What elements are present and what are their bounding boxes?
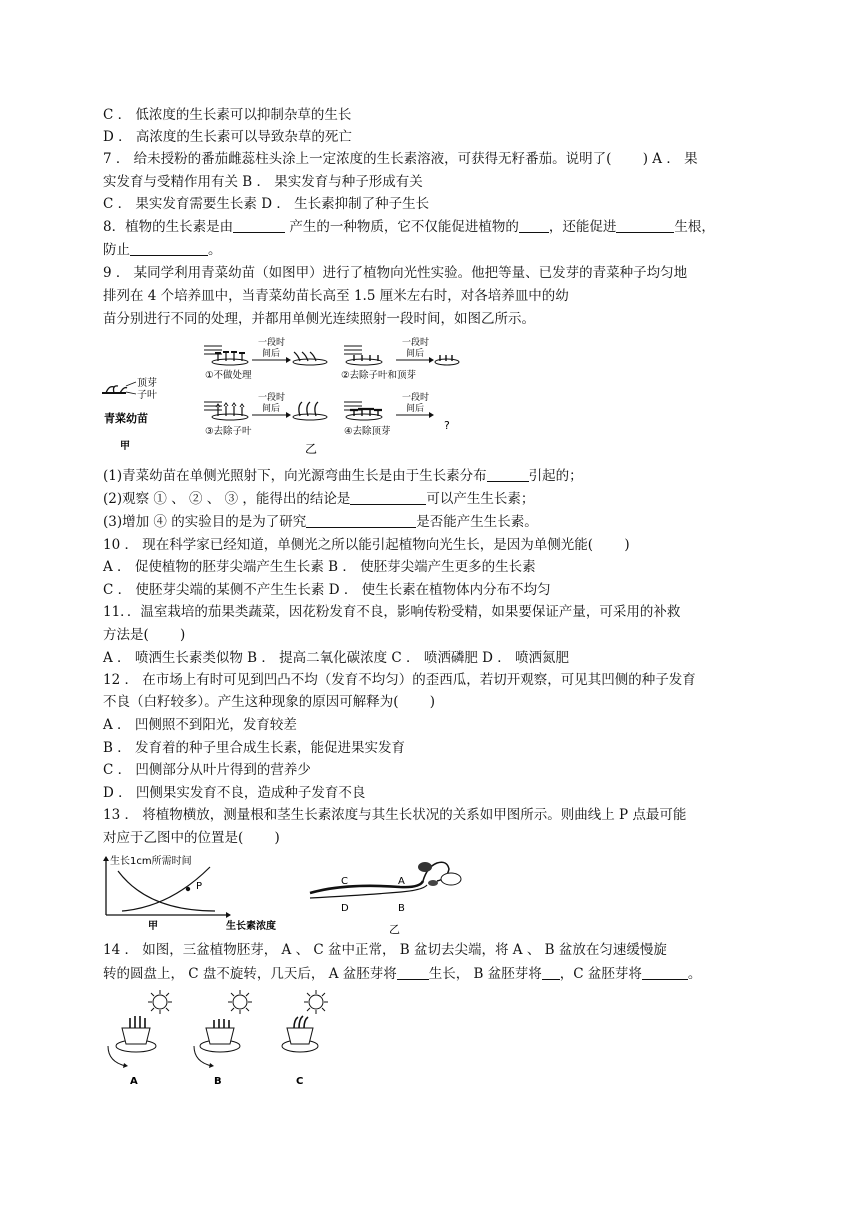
question-12-option-a: A ． 凹侧照不到阳光，发育较差 xyxy=(103,717,297,733)
treatment-2: ②去除子叶和顶芽 xyxy=(341,370,417,381)
pot-c-label: C xyxy=(296,1076,304,1087)
question-10-cd: C ． 使胚芽尖端的某侧不产生生长素 D ． 使生长素在植物体内分布不均匀 xyxy=(103,582,551,598)
question-7-line1: 7 ． 给未授粉的番茄雌蕊柱头涂上一定浓度的生长素溶液，可获得无籽番茄。说明了( ) A ． 果 xyxy=(103,151,698,167)
option-c-q6: C ． 低浓度的生长素可以抑制杂草的生长 xyxy=(103,107,352,123)
graph-xlabel: 生长素浓度 xyxy=(226,921,276,932)
q9-figure xyxy=(100,336,460,458)
question-12-option-d: D ． 凹侧果实发育不良，造成种子发育不良 xyxy=(103,785,366,801)
question-7-line3: C ． 果实发育需要生长素 D ． 生长素抑制了种子生长 xyxy=(103,196,430,212)
pot-c xyxy=(282,990,328,1087)
question-9-line3: 苗分别进行不同的处理，并都用单侧光连续照射一段时间，如图乙所示。 xyxy=(103,311,535,327)
q8-blank-2[interactable] xyxy=(519,218,549,233)
q14-blank-b[interactable] xyxy=(542,965,560,980)
question-8-line1 xyxy=(103,217,759,237)
point-p xyxy=(186,887,190,891)
question-11-line1: 11．．温室栽培的茄果类蔬菜，因花粉发育不良，影响传粉受精，如果要保证产量，可采用的补救 xyxy=(103,604,681,620)
label-c: C xyxy=(341,876,348,887)
treatment-1: ①不做处理 xyxy=(205,370,252,381)
q13-graph-jia xyxy=(100,853,300,935)
label-seedling: 青菜幼苗 xyxy=(104,412,148,425)
q9-sub3-text-b: 是否能产生生长素。 xyxy=(416,514,538,530)
q8-blank-3[interactable] xyxy=(616,218,674,233)
q9-sub3-blank[interactable] xyxy=(306,513,416,528)
q14-figure xyxy=(100,988,340,1088)
q14-text-b: 生长， B 盆胚芽将 xyxy=(428,966,542,982)
q8-text-d: 生根， xyxy=(674,219,715,235)
q9-sub3-text-a: (3)增加 ④ 的实验目的是为了研究 xyxy=(103,514,307,530)
panel-1 xyxy=(204,336,327,381)
pot-b xyxy=(194,990,252,1087)
seedling-diagram xyxy=(102,376,157,452)
label-cotyledon: 子叶 xyxy=(137,390,157,401)
label-p: P xyxy=(196,881,203,892)
q8-text-c: ，还能促进 xyxy=(548,219,617,235)
q8-blank-4[interactable] xyxy=(130,241,208,256)
after-text-2b: 间后 xyxy=(406,349,425,359)
q14-text-a: 转的圆盘上， C 盘不旋转，几天后， A 盆胚芽将 xyxy=(103,966,397,982)
q8-text-f: 。 xyxy=(208,242,222,258)
label-jia: 甲 xyxy=(120,441,130,452)
q8-text-e: 防止 xyxy=(103,242,130,258)
q9-sub2-blank[interactable] xyxy=(350,490,426,505)
option-d-q6: D ． 高浓度的生长素可以导致杂草的死亡 xyxy=(103,129,352,145)
q9-sub2-text-b: 可以产生生长素； xyxy=(426,491,535,507)
after-text-3a: 一段时 xyxy=(258,393,286,403)
question-9-line1: 9 ． 某同学利用青菜幼苗（如图甲）进行了植物向光性实验。他把等量、已发芽的青菜种子均匀地 xyxy=(103,265,688,281)
q14-blank-a[interactable] xyxy=(397,965,429,980)
q9-sub1-text-a: (1)青菜幼苗在单侧光照射下，向光源弯曲生长是由于生长素分布 xyxy=(103,468,487,484)
question-13-line1: 13 ． 将植物横放，测量根和茎生长素浓度与其生长状况的关系如甲图所示。则曲线上 P 点最可能 xyxy=(103,807,687,823)
q8-text-b: 产生的一种物质，它不仅能促进植物的 xyxy=(285,219,519,235)
after-text-4b: 间后 xyxy=(406,404,425,414)
q9-sub3 xyxy=(103,512,759,532)
plant-yi-label: 乙 xyxy=(389,923,400,935)
sun-icon xyxy=(304,990,328,1014)
after-text-2a: 一段时 xyxy=(402,338,430,348)
question-12-line2: 不良（白籽较多）。产生这种现象的原因可解释为( ) xyxy=(103,694,436,710)
question-13-line2: 对应于乙图中的位置是( ) xyxy=(103,830,280,846)
after-text-3b: 间后 xyxy=(262,404,281,414)
q9-sub1 xyxy=(103,466,759,486)
question-12-line1: 12 ． 在市场上有时可见到凹凸不均（发育不均匀）的歪西瓜，若切开观察，可见其凹侧的种子发育 xyxy=(103,672,696,688)
label-d: D xyxy=(341,903,349,914)
q9-sub2-text-a: (2)观察 ① 、 ② 、 ③ ，能得出的结论是 xyxy=(103,491,351,507)
pot-a xyxy=(108,990,172,1087)
sun-icon xyxy=(228,990,252,1014)
label-a: A xyxy=(398,876,405,887)
question-14-line2 xyxy=(103,964,759,984)
panel-3 xyxy=(204,391,327,437)
q9-sub1-blank[interactable] xyxy=(487,467,529,482)
question-11-options: A ． 喷洒生长素类似物 B ． 提高二氧化碳浓度 C ． 喷洒磷肥 D ． 喷洒氮肥 xyxy=(103,650,570,666)
question-10-ab: A ． 促使植物的胚芽尖端产生生长素 B ． 使胚芽尖端产生更多的生长素 xyxy=(103,559,536,575)
pot-b-label: B xyxy=(214,1076,222,1087)
label-tip: 顶芽 xyxy=(137,378,157,389)
q8-blank-1[interactable] xyxy=(233,218,285,233)
sun-icon xyxy=(148,990,172,1014)
q8-text-a: 8．植物的生长素是由 xyxy=(103,219,234,235)
q14-blank-c[interactable] xyxy=(642,965,688,980)
after-text-1b: 间后 xyxy=(262,349,281,359)
q9-sub2 xyxy=(103,489,759,509)
pot-a-label: A xyxy=(130,1076,138,1087)
q9-sub1-text-b: 引起的； xyxy=(528,468,583,484)
q14-text-c: ，C 盆胚芽将 xyxy=(559,966,642,982)
graph-jia-label: 甲 xyxy=(148,921,158,932)
q14-text-d: 。 xyxy=(687,966,702,982)
question-9-line2: 排列在 4 个培养皿中，当青菜幼苗长高至 1.5 厘米左右时，对各培养皿中的幼 xyxy=(103,288,569,304)
question-12-option-c: C ． 凹侧部分从叶片得到的营养少 xyxy=(103,762,311,778)
question-7-line2: 实发育与受精作用有关 B ． 果实发育与种子形成有关 xyxy=(103,174,423,190)
treatment-4: ④去除顶芽 xyxy=(344,426,391,437)
panel-4 xyxy=(344,391,450,437)
after-text-4a: 一段时 xyxy=(402,393,430,403)
question-10: 10 ． 现在科学家已经知道，单侧光之所以能引起植物向光生长，是因为单侧光能( ) xyxy=(103,537,630,553)
question-8-line2 xyxy=(103,240,759,260)
question-12-option-b: B ． 发育着的种子里合成生长素，能促进果实发育 xyxy=(103,740,406,756)
q13-plant-yi xyxy=(305,853,475,935)
treatment-3: ③去除子叶 xyxy=(205,426,252,437)
graph-ylabel: 生长1cm所需时间 xyxy=(110,856,192,867)
label-b: B xyxy=(398,903,405,914)
question-mark: ? xyxy=(444,419,450,432)
after-text-1a: 一段时 xyxy=(258,338,286,348)
question-14-line1: 14 ． 如图，三盆植物胚芽， A 、 C 盆中正常， B 盆切去尖端，将 A 、 B 盆放在匀速缓慢旋 xyxy=(103,942,667,958)
panel-2 xyxy=(341,336,459,381)
label-yi: 乙 xyxy=(305,442,318,456)
question-11-line2: 方法是( ) xyxy=(103,627,186,643)
